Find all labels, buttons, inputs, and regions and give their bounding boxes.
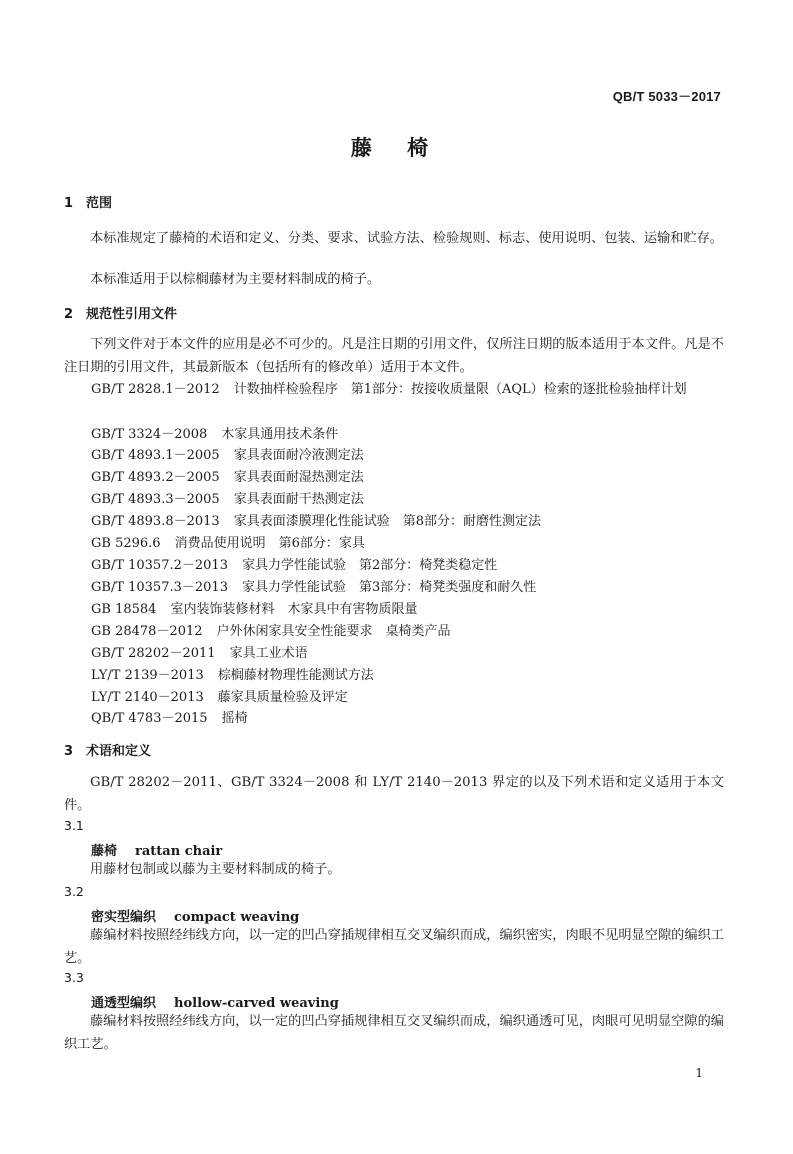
reference-item: LY/T 2140－2013 藤家具质量检验及评定: [91, 690, 348, 705]
section-title: 规范性引用文件: [86, 307, 178, 322]
standard-code: QB/T 5033－2017: [612, 89, 721, 104]
reference-item: GB 18584 室内装饰装修材料 木家具中有害物质限量: [91, 602, 418, 617]
reference-item: GB/T 4893.8－2013 家具表面漆膜理化性能试验 第8部分：耐磨性测定法: [91, 514, 541, 529]
section-3-heading: [64, 740, 151, 759]
term-definition: 藤编材料按照经纬线方向，以一定的凹凸穿插规律相互交叉编织而成，编织通透可见，肉眼可见明显空隙的编织工艺。: [64, 1014, 724, 1052]
reference-item: GB/T 4893.3－2005 家具表面耐干热测定法: [91, 492, 364, 507]
term-heading: 藤椅 rattan chair: [91, 844, 223, 859]
section-number: 1: [64, 196, 74, 211]
scope-paragraph-2: 本标准适用于以棕榈藤材为主要材料制成的椅子。: [90, 272, 381, 287]
reference-item: LY/T 2139－2013 棕榈藤材物理性能测试方法: [91, 668, 374, 683]
section-1-heading: [64, 192, 112, 211]
reference-item: GB/T 2828.1－2012 计数抽样检验程序 第1部分：按接收质量限（AQL）检索的逐批检验抽样计划: [91, 382, 687, 397]
term-heading: 密实型编织 compact weaving: [91, 910, 300, 925]
section-number: 3: [64, 744, 74, 759]
section-title: 范围: [86, 196, 113, 211]
term-number: 3.1: [64, 818, 84, 833]
reference-item: GB/T 28202－2011 家具工业术语: [91, 646, 308, 661]
term-number: 3.2: [64, 884, 84, 899]
reference-item: QB/T 4783－2015 摇椅: [91, 711, 248, 726]
term-heading: 通透型编织 hollow-carved weaving: [91, 996, 339, 1011]
section-number: 2: [64, 307, 74, 322]
term-number: 3.3: [64, 970, 84, 985]
terms-intro: GB/T 28202－2011、GB/T 3324－2008 和 LY/T 2140－2013 界定的以及下列术语和定义适用于本文件。: [64, 775, 724, 813]
document-title: 藤 椅: [350, 136, 443, 160]
section-2-heading: [64, 303, 177, 322]
term-definition: 用藤材包制或以藤为主要材料制成的椅子。: [90, 862, 341, 877]
reference-item: GB/T 3324－2008 木家具通用技术条件: [91, 427, 339, 442]
scope-paragraph-1: 本标准规定了藤椅的术语和定义、分类、要求、试验方法、检验规则、标志、使用说明、包装、运输和贮存。: [90, 231, 723, 246]
reference-item: GB 5296.6 消费品使用说明 第6部分：家具: [91, 536, 365, 551]
reference-item: GB/T 10357.2－2013 家具力学性能试验 第2部分：椅凳类稳定性: [91, 558, 498, 573]
page-number: 1: [695, 1066, 703, 1080]
term-definition: 藤编材料按照经纬线方向，以一定的凹凸穿插规律相互交叉编织而成，编织密实，肉眼不见明显空隙的编织工艺。: [64, 928, 724, 966]
reference-item: GB/T 4893.1－2005 家具表面耐冷液测定法: [91, 448, 364, 463]
reference-item: GB 28478－2012 户外休闲家具安全性能要求 桌椅类产品: [91, 624, 451, 639]
reference-item: GB/T 10357.3－2013 家具力学性能试验 第3部分：椅凳类强度和耐久性: [91, 580, 537, 595]
reference-item: GB/T 4893.2－2005 家具表面耐湿热测定法: [91, 470, 364, 485]
section-title: 术语和定义: [86, 744, 152, 759]
references-intro: 下列文件对于本文件的应用是必不可少的。凡是注日期的引用文件，仅所注日期的版本适用于本文件。凡是不注日期的引用文件，其最新版本（包括所有的修改单）适用于本文件。: [64, 337, 724, 375]
